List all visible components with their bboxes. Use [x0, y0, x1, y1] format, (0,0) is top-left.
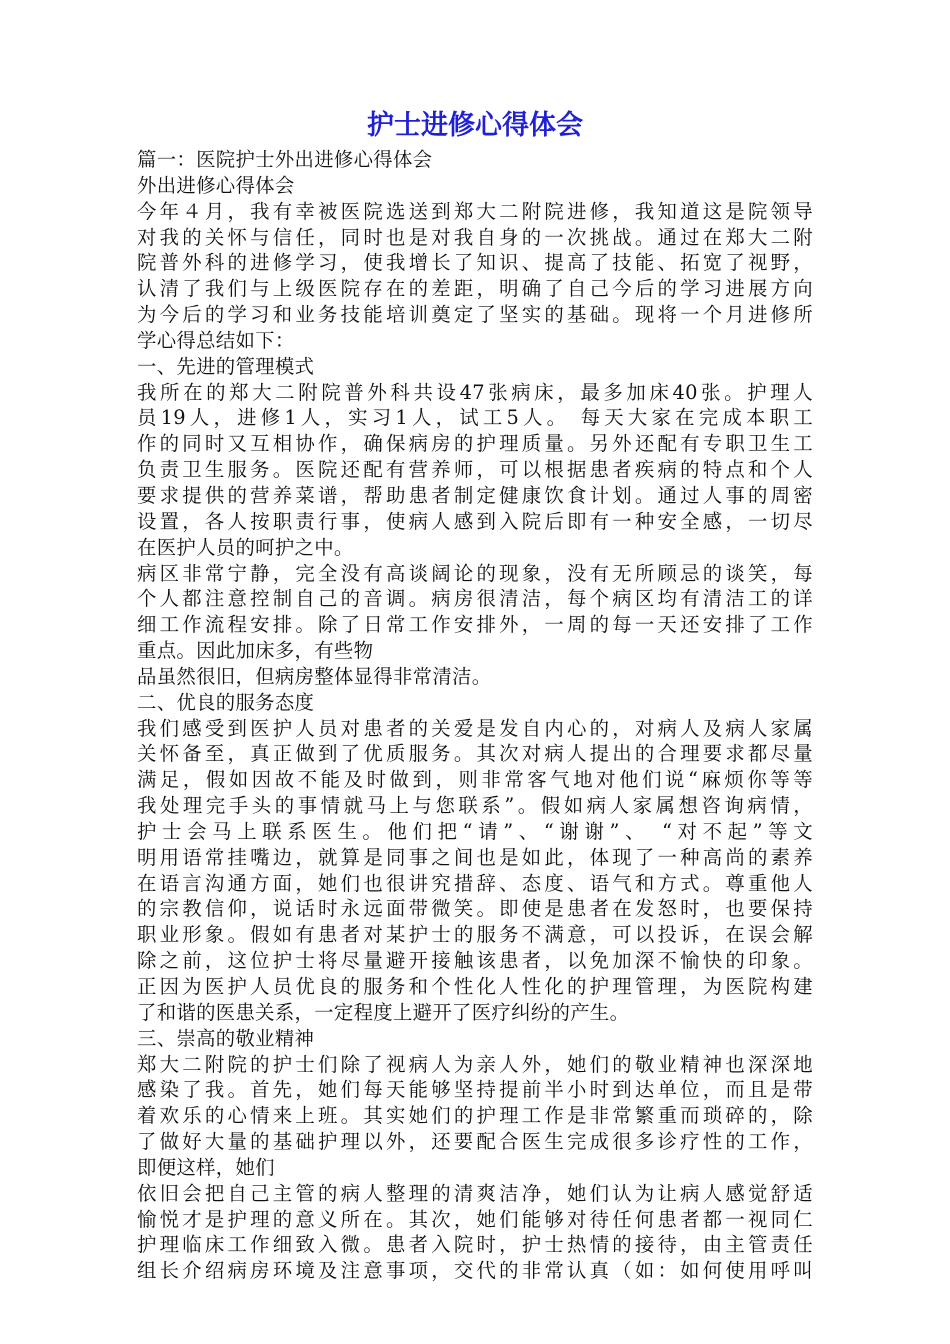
text-line: 愉悦才是护理的意义所在。其次，她们能够对待任何患者都一视同仁 — [137, 1207, 813, 1231]
text-line: 了和谐的医患关系，一定程度上避开了医疗纠纷的产生。 — [137, 1000, 630, 1024]
text-line: 品虽然很旧，但病房整体显得非常清洁。 — [137, 664, 492, 688]
text-line: 满足，假如因故不能及时做到，则非常客气地对他们说“麻烦你等等 — [137, 768, 813, 792]
text-line: 着欢乐的心情来上班。其实她们的护理工作是非常繁重而琐碎的，除 — [137, 1104, 813, 1128]
text-line: 负责卫生服务。医院还配有营养师，可以根据患者疾病的特点和个人 — [137, 458, 813, 482]
text-line: 个人都注意控制自己的音调。病房很清洁，每个病区均有清洁工的详 — [137, 587, 813, 611]
text-line: 病区非常宁静，完全没有高谈阔论的现象，没有无所顾忌的谈笑，每 — [137, 561, 813, 585]
text-line: 感染了我。首先，她们每天能够坚持提前半小时到达单位，而且是带 — [137, 1078, 813, 1102]
text-line: 了做好大量的基础护理以外，还要配合医生完成很多诊疗性的工作， — [137, 1130, 813, 1154]
text-line: 护士会马上联系医生。他们把“请”、“谢谢”、 “对不起”等文 — [137, 819, 813, 843]
text-line: 要求提供的营养菜谱，帮助患者制定健康饮食计划。通过人事的周密 — [137, 483, 813, 507]
text-line: 对我的关怀与信任，同时也是对我自身的一次挑战。通过在郑大二附 — [137, 225, 813, 249]
text-line: 护理临床工作细致入微。患者入院时，护士热情的接待，由主管责任 — [137, 1233, 813, 1257]
text-line: 我所在的郑大二附院普外科共设47张病床，最多加床40张。护理人 — [137, 380, 813, 404]
text-line: 一、先进的管理模式 — [137, 354, 315, 378]
text-line: 细工作流程安排。除了日常工作安排外，一周的每一天还安排了工作 — [137, 613, 813, 637]
text-line: 除之前，这位护士将尽量避开接触该患者，以免加深不愉快的印象。 — [137, 949, 813, 973]
text-line: 的宗教信仰，说话时永远面带微笑。即使是患者在发怒时，也要保持 — [137, 897, 813, 921]
text-line: 即便这样，她们 — [137, 1155, 275, 1179]
text-line: 在语言沟通方面，她们也很讲究措辞、态度、语气和方式。尊重他人 — [137, 871, 813, 895]
text-line: 在医护人员的呵护之中。 — [137, 535, 354, 559]
text-line: 明用语常挂嘴边，就算是同事之间也是如此，体现了一种高尚的素养 — [137, 845, 813, 869]
text-line: 外出进修心得体会 — [137, 173, 295, 197]
text-line: 设置，各人按职责行事，使病人感到入院后即有一种安全感，一切尽 — [137, 509, 813, 533]
text-line: 郑大二附院的护士们除了视病人为亲人外，她们的敬业精神也深深地 — [137, 1052, 813, 1076]
text-line: 作的同时又互相协作，确保病房的护理质量。另外还配有专职卫生工 — [137, 432, 813, 456]
text-line: 重点。因此加床多，有些物 — [137, 639, 374, 663]
document-title: 护士进修心得体会 — [367, 110, 583, 141]
text-line: 为今后的学习和业务技能培训奠定了坚实的基础。现将一个月进修所 — [137, 303, 813, 327]
text-line: 职业形象。假如有患者对某护士的服务不满意，可以投诉，在误会解 — [137, 923, 813, 947]
text-line: 今年４月，我有幸被医院选送到郑大二附院进修，我知道这是院领导 — [137, 199, 813, 223]
text-line: 三、崇高的敬业精神 — [137, 1026, 315, 1050]
text-line: 员19人，进修1人，实习1人，试工5人。 每天大家在完成本职工 — [137, 406, 813, 430]
text-line: 学心得总结如下： — [137, 328, 295, 352]
text-line: 正因为医护人员优良的服务和个性化人性化的护理管理，为医院构建 — [137, 975, 813, 998]
text-line: 认清了我们与上级医院存在的差距，明确了自己今后的学习进展方向 — [137, 277, 813, 301]
text-line: 组长介绍病房环境及注意事项，交代的非常认真（如：如何使用呼叫 — [137, 1259, 813, 1283]
text-line: 二、优良的服务态度 — [137, 690, 315, 714]
text-line: 关怀备至，真正做到了优质服务。其次对病人提出的合理要求都尽量 — [137, 742, 813, 766]
text-line: 院普外科的进修学习，使我增长了知识、提高了技能、拓宽了视野， — [137, 251, 813, 275]
text-line: 篇一：医院护士外出进修心得体会 — [137, 148, 433, 171]
text-line: 我们感受到医护人员对患者的关爱是发自内心的，对病人及病人家属 — [137, 716, 813, 740]
document-body — [137, 147, 813, 1284]
text-line: 我处理完手头的事情就马上与您联系”。假如病人家属想咨询病情， — [137, 794, 813, 818]
text-line: 依旧会把自己主管的病人整理的清爽洁净，她们认为让病人感觉舒适 — [137, 1181, 813, 1205]
